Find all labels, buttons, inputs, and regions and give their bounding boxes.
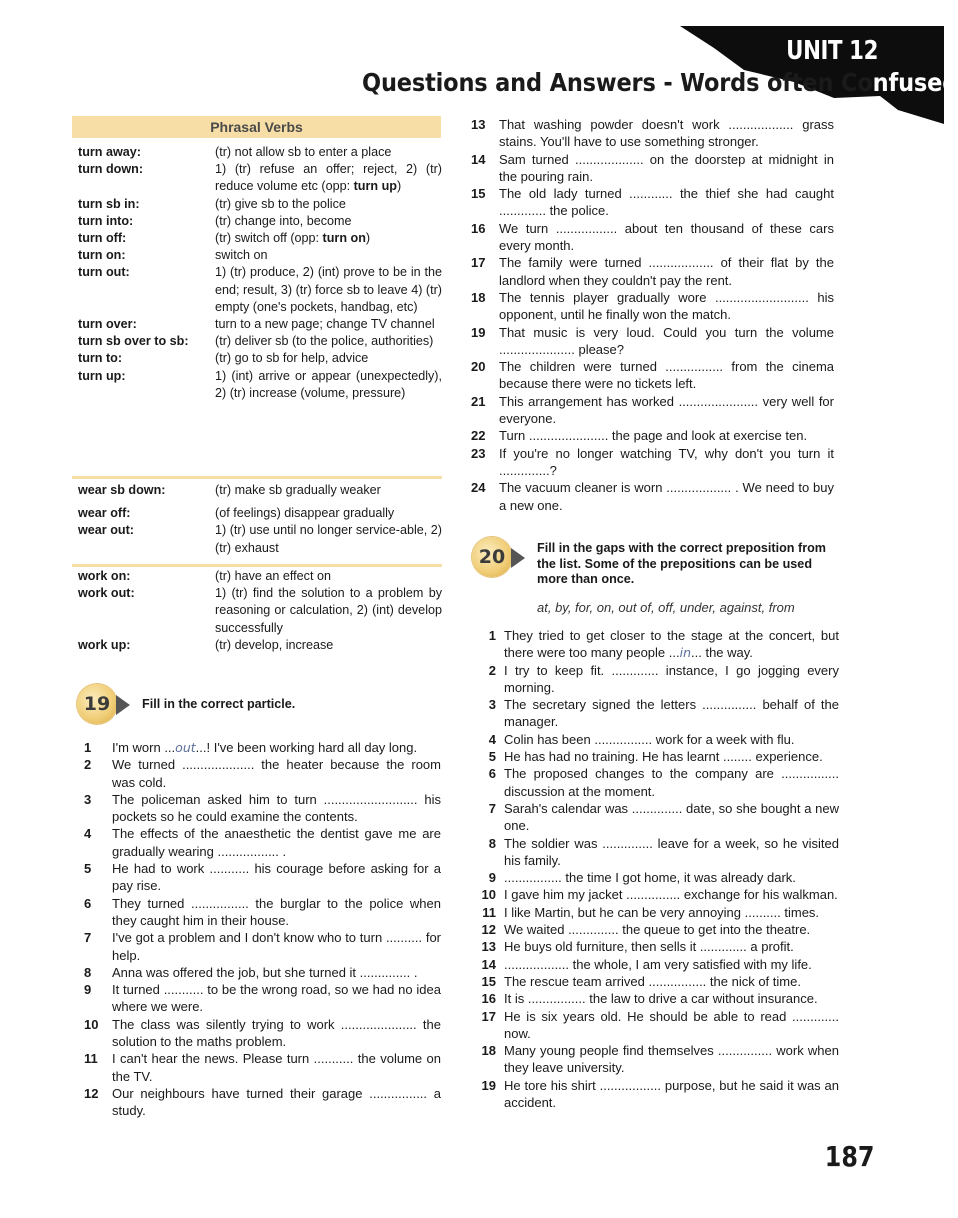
exercise-item	[474, 627, 839, 662]
item-number: 19	[471, 324, 486, 340]
item-text: This arrangement has worked ...................... very well for everyone.	[499, 393, 834, 427]
exercise-item	[84, 1050, 441, 1085]
item-text: He is six years old. He should be able to read ............. now.	[504, 1008, 839, 1041]
phrasal-verb-entry	[78, 333, 442, 350]
item-number: 2	[488, 662, 496, 678]
phrasal-verb-definition	[215, 505, 442, 522]
item-text: The policeman asked him to turn .......................... his pockets so he could examine the contents.	[112, 791, 441, 825]
item-number: 17	[471, 255, 486, 271]
item-text: The class was silently trying to work ..................... the solution to the maths problem.	[112, 1016, 441, 1050]
definition-text-end: )	[365, 231, 371, 246]
exercise-item	[474, 921, 839, 938]
exercise-item	[471, 220, 834, 255]
exercise-item	[84, 981, 441, 1016]
phrasal-verb-term: turn sb in:	[78, 196, 140, 211]
item-number: 3	[488, 697, 496, 713]
phrasal-verb-term: wear out:	[78, 523, 134, 538]
item-text: The children were turned ................ from the cinema because there were no tickets left.	[499, 359, 834, 392]
item-text: The vacuum cleaner is worn .................. . We need to buy a new one.	[499, 480, 834, 513]
item-number: 23	[471, 445, 486, 461]
item-number: 11	[482, 904, 496, 920]
item-text: I can't hear the news. Please turn ........... the volume on the TV.	[112, 1051, 441, 1084]
phrasal-verb-entry	[78, 482, 442, 499]
definition-text: (tr) change into, become	[215, 213, 352, 228]
exercise-19-list	[84, 739, 441, 1120]
exercise-item	[474, 662, 839, 697]
exercise-item	[474, 990, 839, 1007]
item-text: The effects of the anaesthetic the dentist gave me are gradually wearing ................. .	[112, 826, 441, 859]
phrasal-verb-entry	[78, 161, 442, 195]
exercise-item	[474, 800, 839, 835]
exercise-item	[474, 869, 839, 886]
phrasal-verb-definition	[215, 264, 442, 316]
definition-text: (tr) give sb to the police	[215, 196, 346, 211]
item-number: 14	[471, 151, 486, 167]
item-number: 12	[84, 1085, 99, 1101]
item-text: I gave him my jacket ............... exchange for his walkman.	[504, 887, 838, 903]
definition-text: (tr) have an effect on	[215, 569, 331, 583]
item-text-before: They tried to get closer to the stage at the concert, but there were too many people ...	[504, 628, 839, 661]
item-text: Sarah's calendar was .............. date, so she bought a new one.	[504, 800, 839, 834]
item-number: 15	[471, 186, 486, 202]
exercise-item	[474, 835, 839, 870]
definition-text: (tr) deliver sb (to the police, authorities)	[215, 334, 434, 349]
phrasal-verb-definition	[215, 522, 442, 556]
item-text: He buys old furniture, then sells it ............. a profit.	[504, 939, 794, 955]
item-number: 1	[84, 740, 92, 755]
phrasal-verb-definition	[215, 161, 442, 195]
item-number: 13	[481, 939, 496, 955]
item-number: 8	[84, 964, 92, 980]
phrasal-verb-definition	[215, 144, 442, 161]
exercise-item	[474, 748, 839, 765]
item-number: 15	[481, 973, 496, 989]
item-text: The secretary signed the letters ............... behalf of the manager.	[504, 697, 839, 730]
item-number: 18	[471, 289, 486, 305]
phrasal-verbs-group-work	[78, 568, 442, 654]
phrasal-verb-entry	[78, 350, 442, 367]
exercise-item	[471, 445, 834, 480]
item-text: It turned ........... to be the wrong road, so we had no idea where we were.	[112, 982, 441, 1015]
phrasal-verb-term: turn off:	[78, 231, 127, 246]
item-text: We turned .................... the heater because the room was cold.	[112, 757, 441, 790]
phrasal-verb-definition	[215, 316, 442, 333]
item-number: 6	[84, 895, 92, 911]
item-text: I've got a problem and I don't know who to turn .......... for help.	[112, 930, 441, 963]
exercise-item	[84, 895, 441, 930]
item-number: 11	[84, 1051, 98, 1067]
phrasal-verb-definition	[215, 230, 442, 247]
item-number: 3	[84, 791, 92, 807]
item-number: 20	[471, 359, 486, 375]
item-text: He had to work ........... his courage before asking for a pay rise.	[112, 861, 441, 894]
exercise-19-instruction: Fill in the correct particle.	[142, 697, 296, 711]
definition-text: turn to a new page; change TV channel	[215, 317, 435, 332]
exercise-item	[474, 1077, 839, 1112]
item-number: 18	[481, 1043, 496, 1059]
exercise-item	[471, 151, 834, 186]
phrasal-verb-term: work on:	[78, 569, 131, 583]
divider	[72, 476, 442, 479]
exercise-item	[471, 393, 834, 428]
exercise-item	[84, 964, 441, 981]
phrasal-verb-definition	[215, 368, 442, 402]
item-text: That washing powder doesn't work .................. grass stains. You'll have to use something stronger.	[499, 117, 834, 150]
exercise-item	[471, 254, 834, 289]
item-text: Turn ...................... the page and look at exercise ten.	[499, 428, 808, 444]
phrasal-verb-definition	[215, 213, 442, 230]
exercise-item	[471, 185, 834, 220]
definition-text: 1) (int) arrive or appear (unexpectedly), 2) (tr) increase (volume, pressure)	[215, 368, 442, 400]
item-text: If you're no longer watching TV, why don't you turn it ..............?	[499, 445, 834, 478]
item-text: He has had no training. He has learnt ........ experience.	[504, 749, 823, 765]
item-number: 21	[471, 393, 486, 409]
item-number: 7	[84, 930, 92, 946]
item-number: 9	[84, 982, 92, 998]
phrasal-verb-term: work up:	[78, 637, 131, 652]
phrasal-verb-definition	[215, 482, 442, 499]
exercise-item	[84, 825, 441, 860]
phrasal-verb-entry	[78, 368, 442, 402]
definition-text: 1) (tr) refuse an offer; reject, 2) (tr) reduce volume etc (opp:	[215, 162, 442, 194]
item-text: It is ................ the law to drive a car without insurance.	[504, 991, 818, 1007]
item-number: 10	[481, 887, 496, 903]
phrasal-verb-term: wear sb down:	[78, 483, 166, 497]
unit-label: UNIT 12	[786, 36, 878, 66]
phrasal-verb-definition	[215, 247, 442, 264]
definition-text: (tr) develop, increase	[215, 637, 334, 652]
item-number: 4	[488, 731, 496, 747]
item-text: The rescue team arrived ................ the nick of time.	[504, 973, 801, 989]
item-number: 10	[84, 1016, 99, 1032]
exercise-item	[474, 938, 839, 955]
item-number: 24	[471, 480, 486, 496]
exercise-item	[471, 116, 834, 151]
item-text: That music is very loud. Could you turn the volume ..................... please?	[499, 324, 834, 357]
definition-text: 1) (tr) find the solution to a problem by reasoning or calculation, 2) (int) develop successfully	[215, 586, 442, 635]
phrasal-verb-entry	[78, 213, 442, 230]
phrasal-verbs-group-wear	[78, 482, 442, 557]
item-number: 22	[471, 428, 486, 444]
phrasal-verb-entry	[78, 522, 442, 556]
item-text: They turned ................ the burglar to the police when they caught him in their house.	[112, 895, 441, 928]
exercise-item	[471, 358, 834, 393]
handwritten-answer: out	[175, 740, 196, 755]
item-text: Many young people find themselves ............... work when they leave university.	[504, 1043, 839, 1076]
definition-text: (tr) not allow sb to enter a place	[215, 145, 392, 159]
item-text-after: ... the way.	[691, 645, 753, 661]
item-text: He tore his shirt ................. purpose, but he said it was an accident.	[504, 1077, 839, 1111]
phrasal-verb-definition	[215, 350, 442, 367]
exercise-item	[84, 739, 441, 756]
phrasal-verb-entry	[78, 585, 442, 637]
exercise-item	[474, 956, 839, 973]
phrasal-verb-entry	[78, 247, 442, 264]
item-text: .................. the whole, I am very satisfied with my life.	[504, 956, 812, 972]
item-number: 9	[488, 870, 496, 886]
item-text-after: ...! I've been working hard all day long.	[195, 740, 418, 755]
definition-text: switch on	[215, 248, 268, 263]
exercise-item	[471, 427, 834, 444]
item-text: Colin has been ................ work for a week with flu.	[504, 731, 795, 747]
item-number: 16	[481, 991, 496, 1007]
definition-text: 1) (tr) produce, 2) (int) prove to be in the end; result, 3) (tr) force sb to leave 4) (tr) empty (one's pockets, handbag, etc)	[215, 265, 442, 314]
definition-text: (of feelings) disappear gradually	[215, 506, 395, 521]
page-title-tail: nfused	[872, 68, 958, 97]
exercise-item	[471, 324, 834, 359]
page-title-main: Questions and Answers - Words often Co	[362, 68, 873, 97]
exercise-item	[84, 860, 441, 895]
exercise-20-badge: 20	[472, 537, 512, 577]
phrasal-verb-term: turn down:	[78, 162, 144, 177]
phrasal-verb-definition	[215, 196, 442, 213]
phrasal-verb-term: turn on:	[78, 248, 126, 263]
definition-text: (tr) make sb gradually weaker	[215, 483, 381, 497]
phrasal-verb-entry	[78, 196, 442, 213]
item-number: 19	[481, 1077, 496, 1093]
phrasal-verb-term: wear off:	[78, 506, 131, 521]
phrasal-verb-term: turn out:	[78, 265, 130, 280]
item-text	[112, 739, 441, 756]
phrasal-verb-term: turn over:	[78, 317, 137, 332]
item-text: Anna was offered the job, but she turned it .............. .	[112, 964, 418, 980]
phrasal-verbs-group-turn	[78, 144, 442, 402]
phrasal-verb-definition	[215, 637, 442, 654]
item-number: 13	[471, 117, 486, 132]
exercise-19-badge: 19	[77, 684, 117, 724]
item-text: Our neighbours have turned their garage ................ a study.	[112, 1085, 441, 1119]
item-text: The tennis player gradually wore .......................... his opponent, until he finally won the match.	[499, 289, 834, 323]
phrasal-verb-entry	[78, 316, 442, 333]
preposition-list: at, by, for, on, out of, off, under, against, from	[537, 600, 795, 615]
phrasal-verb-entry	[78, 144, 442, 161]
phrasal-verb-term: turn sb over to sb:	[78, 334, 189, 349]
item-number: 14	[481, 956, 496, 972]
item-number: 2	[84, 757, 92, 773]
item-text	[504, 627, 839, 662]
exercise-item	[474, 696, 839, 731]
phrasal-verb-term: turn up:	[78, 368, 126, 383]
handwritten-answer: in	[679, 645, 692, 661]
exercise-item	[474, 886, 839, 903]
item-text: We waited .............. the queue to get into the theatre.	[504, 922, 811, 938]
item-number: 1	[488, 628, 496, 643]
exercise-item	[84, 929, 441, 964]
badge-pointer-icon	[116, 695, 130, 715]
exercise-item	[474, 904, 839, 921]
phrasal-verb-entry	[78, 230, 442, 247]
item-number: 5	[488, 749, 496, 765]
item-number: 7	[488, 800, 496, 816]
phrasal-verb-term: turn into:	[78, 213, 134, 228]
exercise-item	[471, 289, 834, 324]
item-text: I try to keep fit. ............. instance, I go jogging every morning.	[504, 662, 839, 695]
definition-opposite: turn up	[353, 179, 397, 194]
item-text: The old lady turned ............ the thief she had caught ............. the police.	[499, 186, 834, 219]
phrasal-verb-entry	[78, 568, 442, 585]
divider	[72, 564, 442, 567]
phrasal-verbs-heading: Phrasal Verbs	[72, 116, 441, 138]
definition-text: (tr) go to sb for help, advice	[215, 351, 369, 366]
phrasal-verb-term: turn away:	[78, 145, 141, 159]
item-text: The proposed changes to the company are ................ discussion at the moment.	[504, 766, 839, 799]
page-title	[362, 68, 958, 97]
badge-pointer-icon	[511, 548, 525, 568]
exercise-item	[84, 791, 441, 826]
item-text: The family were turned .................. of their flat by the landlord when they couldn't pay the rent.	[499, 255, 834, 288]
item-number: 16	[471, 220, 486, 236]
item-number: 5	[84, 861, 92, 877]
item-number: 12	[481, 922, 496, 938]
item-number: 4	[84, 826, 92, 842]
exercise-item	[84, 756, 441, 791]
definition-text: (tr) switch off (opp:	[215, 231, 323, 246]
phrasal-verb-term: turn to:	[78, 351, 123, 366]
exercise-item	[474, 1042, 839, 1077]
exercise-20-list	[474, 627, 839, 1111]
exercise-20-instruction: Fill in the gaps with the correct preposition from the list. Some of the prepositions can be used more than once.	[537, 541, 826, 587]
item-text: We turn ................. about ten thousand of these cars every month.	[499, 220, 834, 254]
phrasal-verb-entry	[78, 637, 442, 654]
exercise-item	[471, 479, 834, 514]
phrasal-verb-entry	[78, 264, 442, 316]
item-number: 8	[488, 835, 496, 851]
item-number: 6	[488, 766, 496, 782]
phrasal-verb-definition	[215, 333, 442, 350]
phrasal-verb-definition	[215, 568, 442, 585]
exercise-item	[474, 765, 839, 800]
item-text: The soldier was .............. leave for a week, so he visited his family.	[504, 835, 839, 868]
phrasal-verb-term: work out:	[78, 586, 135, 601]
phrasal-verb-entry	[78, 505, 442, 522]
exercise-item	[474, 1008, 839, 1043]
item-text-before: I'm worn ...	[112, 740, 176, 755]
exercise-item	[84, 1016, 441, 1051]
phrasal-verb-definition	[215, 585, 442, 637]
item-number: 17	[481, 1008, 496, 1024]
exercise-item	[474, 973, 839, 990]
item-text: I like Martin, but he can be very annoying .......... times.	[504, 904, 820, 920]
page-number: 187	[824, 1140, 874, 1173]
exercise-item	[474, 731, 839, 748]
definition-text: 1) (tr) use until no longer service-able, 2) (tr) exhaust	[215, 523, 442, 555]
definition-text-end: )	[396, 179, 402, 194]
exercise-19-list-continued	[471, 116, 834, 514]
definition-opposite: turn on	[322, 231, 366, 246]
exercise-item	[84, 1085, 441, 1120]
item-text: Sam turned ................... on the doorstep at midnight in the pouring rain.	[499, 151, 834, 184]
item-text: ................ the time I got home, it was already dark.	[504, 870, 796, 886]
